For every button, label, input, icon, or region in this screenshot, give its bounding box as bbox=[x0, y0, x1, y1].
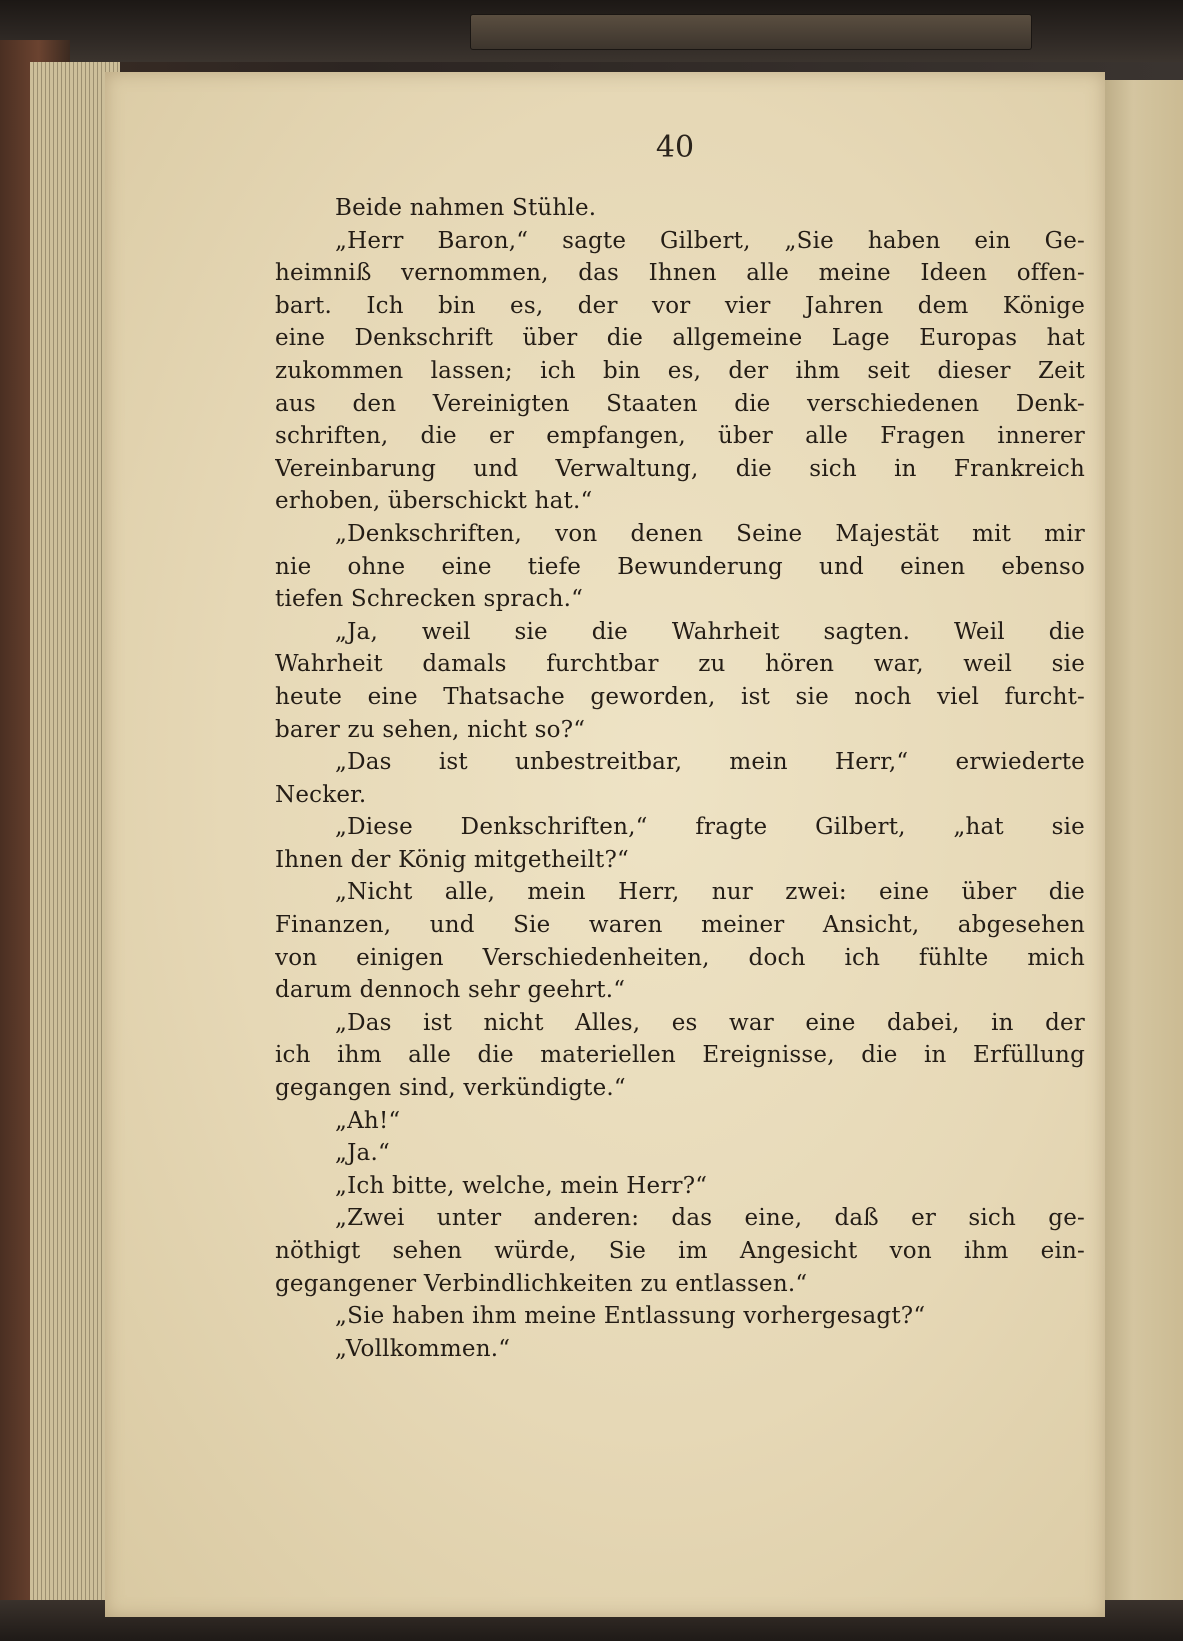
text-line: aus den Vereinigten Staaten die verschiedenen Denk- bbox=[275, 390, 1085, 417]
facing-page-edge bbox=[1100, 80, 1183, 1620]
text-line: heute eine Thatsache geworden, ist sie noch viel furcht- bbox=[275, 683, 1085, 710]
text-line: Finanzen, und Sie waren meiner Ansicht, abgesehen bbox=[275, 912, 1085, 939]
text-line: nöthigt sehen würde, Sie im Angesicht von ihm ein- bbox=[275, 1238, 1085, 1264]
text-line: „Das ist nicht Alles, es war eine dabei, in der bbox=[335, 1009, 1085, 1036]
text-line: Vereinbarung und Verwaltung, die sich in Frankreich bbox=[275, 455, 1085, 482]
text-line: Necker. bbox=[275, 781, 367, 808]
text-line: Wahrheit damals furchtbar zu hören war, weil sie bbox=[275, 651, 1085, 678]
text-line: „Diese Denkschriften,“ fragte Gilbert, „hat sie bbox=[335, 814, 1085, 841]
text-line: „Ja.“ bbox=[335, 1140, 390, 1167]
page-body-text bbox=[275, 192, 1085, 1365]
text-line: „Nicht alle, mein Herr, nur zwei: eine über die bbox=[335, 879, 1085, 906]
spine-tab bbox=[470, 14, 1032, 50]
text-line: eine Denkschrift über die allgemeine Lage Europas hat bbox=[275, 325, 1085, 352]
text-line: erhoben, überschickt hat.“ bbox=[275, 488, 593, 515]
text-line: nie ohne eine tiefe Bewunderung und einen ebenso bbox=[275, 553, 1085, 580]
text-line: Ihnen der König mitgetheilt?“ bbox=[275, 846, 629, 873]
text-line: schriften, die er empfangen, über alle Fragen innerer bbox=[275, 423, 1085, 450]
text-line: von einigen Verschiedenheiten, doch ich fühlte mich bbox=[275, 944, 1085, 971]
text-line: „Denkschriften, von denen Seine Majestät mit mir bbox=[335, 520, 1085, 547]
text-line: zukommen lassen; ich bin es, der ihm seit dieser Zeit bbox=[275, 357, 1085, 384]
text-line: gegangener Verbindlichkeiten zu entlassen.“ bbox=[275, 1270, 808, 1297]
text-line: „Ich bitte, welche, mein Herr?“ bbox=[335, 1172, 708, 1199]
text-line: „Zwei unter anderen: das eine, daß er sich ge- bbox=[335, 1205, 1085, 1232]
text-line: gegangen sind, verkündigte.“ bbox=[275, 1075, 626, 1102]
page-number: 40 bbox=[655, 130, 695, 165]
text-line: tiefen Schrecken sprach.“ bbox=[275, 586, 584, 613]
text-line: Beide nahmen Stühle. bbox=[335, 195, 597, 221]
text-line: „Ja, weil sie die Wahrheit sagten. Weil die bbox=[335, 618, 1085, 645]
text-line: „Ah!“ bbox=[335, 1107, 401, 1134]
text-line: „Vollkommen.“ bbox=[335, 1335, 511, 1362]
text-line: „Herr Baron,“ sagte Gilbert, „Sie haben ein Ge- bbox=[335, 227, 1085, 254]
text-line: „Sie haben ihm meine Entlassung vorhergesagt?“ bbox=[335, 1303, 926, 1330]
text-line: barer zu sehen, nicht so?“ bbox=[275, 716, 586, 743]
text-line: heimniß vernommen, das Ihnen alle meine Ideen offen- bbox=[275, 260, 1085, 287]
text-line: „Das ist unbestreitbar, mein Herr,“ erwiederte bbox=[335, 749, 1085, 776]
text-line: ich ihm alle die materiellen Ereignisse, die in Erfüllung bbox=[275, 1042, 1085, 1069]
text-line: bart. Ich bin es, der vor vier Jahren dem Könige bbox=[275, 292, 1085, 319]
text-line: darum dennoch sehr geehrt.“ bbox=[275, 977, 626, 1004]
